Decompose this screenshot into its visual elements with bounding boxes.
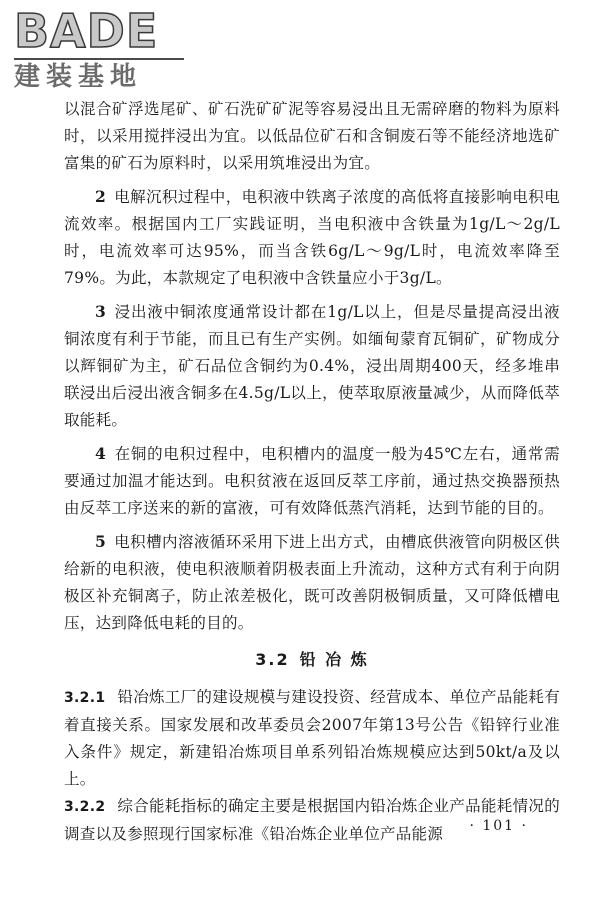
paragraph-item-2 <box>64 183 560 292</box>
paragraph-text: 在铜的电积过程中，电积槽内的温度一般为45℃左右，通常需要通过加温才能达到。电积贫液在返回反萃工序前，通过热交换器预热由反萃工序送来的新的富液，可有效降低蒸汽消耗，达到节能的目的。 <box>64 445 560 517</box>
logo-subtitle: 建装基地 <box>14 62 143 92</box>
item-number: 2 <box>95 187 107 206</box>
item-number: 5 <box>95 532 107 551</box>
clause-text: 铅冶炼工厂的建设规模与建设投资、经营成本、单位产品能耗有着直接关系。国家发展和改革委员会2007年第13号公告《铅锌行业准入条件》规定，新建铅冶炼项目单系列铅冶炼规模应达到50kt/a及以上。 <box>64 688 560 788</box>
paragraph-continued <box>64 96 560 177</box>
page-body <box>64 96 560 848</box>
bade-logo <box>14 6 194 96</box>
paragraph-item-4 <box>64 440 560 522</box>
paragraph-text: 浸出液中铜浓度通常设计都在1g/L以上，但是尽量提高浸出液铜浓度有利于节能，而且已有生产实例。如缅甸蒙育瓦铜矿，矿物成分以辉铜矿为主，矿石品位含铜约为0.4%，浸出周期400天，经多堆串联浸出后浸出液含铜多在4.5g/L以上，使萃取原液量减少，从而降低萃取能耗。 <box>64 303 560 429</box>
clause-number: 3.2.1 <box>64 690 106 706</box>
item-number: 4 <box>95 444 107 463</box>
paragraph-text: 电积槽内溶液循环采用下进上出方式，由槽底供液管向阴极区供给新的电积液，使电积液顺着阴极表面上升流动，这种方式有利于向阴极区补充铜离子，防止浓差极化，既可改善阴极铜质量，又可降低槽电压，达到降低电耗的目的。 <box>64 533 560 632</box>
section-title: 铅 冶 炼 <box>299 650 369 669</box>
page-number: · 101 · <box>469 818 528 834</box>
paragraph-text: 以混合矿浮选尾矿、矿石洗矿矿泥等容易浸出且无需碎磨的物料为原料时，以采用搅拌浸出为宜。以低品位矿石和含铜废石等不能经济地选矿富集的矿石为原料时，以采用筑堆浸出为宜。 <box>64 100 560 172</box>
paragraph-item-5 <box>64 528 560 637</box>
section-number: 3.2 <box>255 650 290 669</box>
item-number: 3 <box>95 302 107 321</box>
clause-number: 3.2.2 <box>64 799 106 815</box>
paragraph-text: 电解沉积过程中，电积液中铁离子浓度的高低将直接影响电积电流效率。根据国内工厂实践证明，当电积液中含铁量为1g/L～2g/L时，电流效率可达95%，而当含铁6g/L～9g/L时，电流效率降至79%。为此，本款规定了电积液中含铁量应小于3g/L。 <box>64 188 560 287</box>
paragraph-item-3 <box>64 298 560 434</box>
section-heading <box>64 647 560 670</box>
clause-3-2-1 <box>64 684 560 793</box>
logo-wordmark: BADE <box>14 4 159 58</box>
logo-divider <box>14 58 184 60</box>
clause-text: 综合能耗指标的确定主要是根据国内铅冶炼企业产品能耗情况的调查以及参照现行国家标准《铅冶炼企业单位产品能源 <box>64 797 560 843</box>
